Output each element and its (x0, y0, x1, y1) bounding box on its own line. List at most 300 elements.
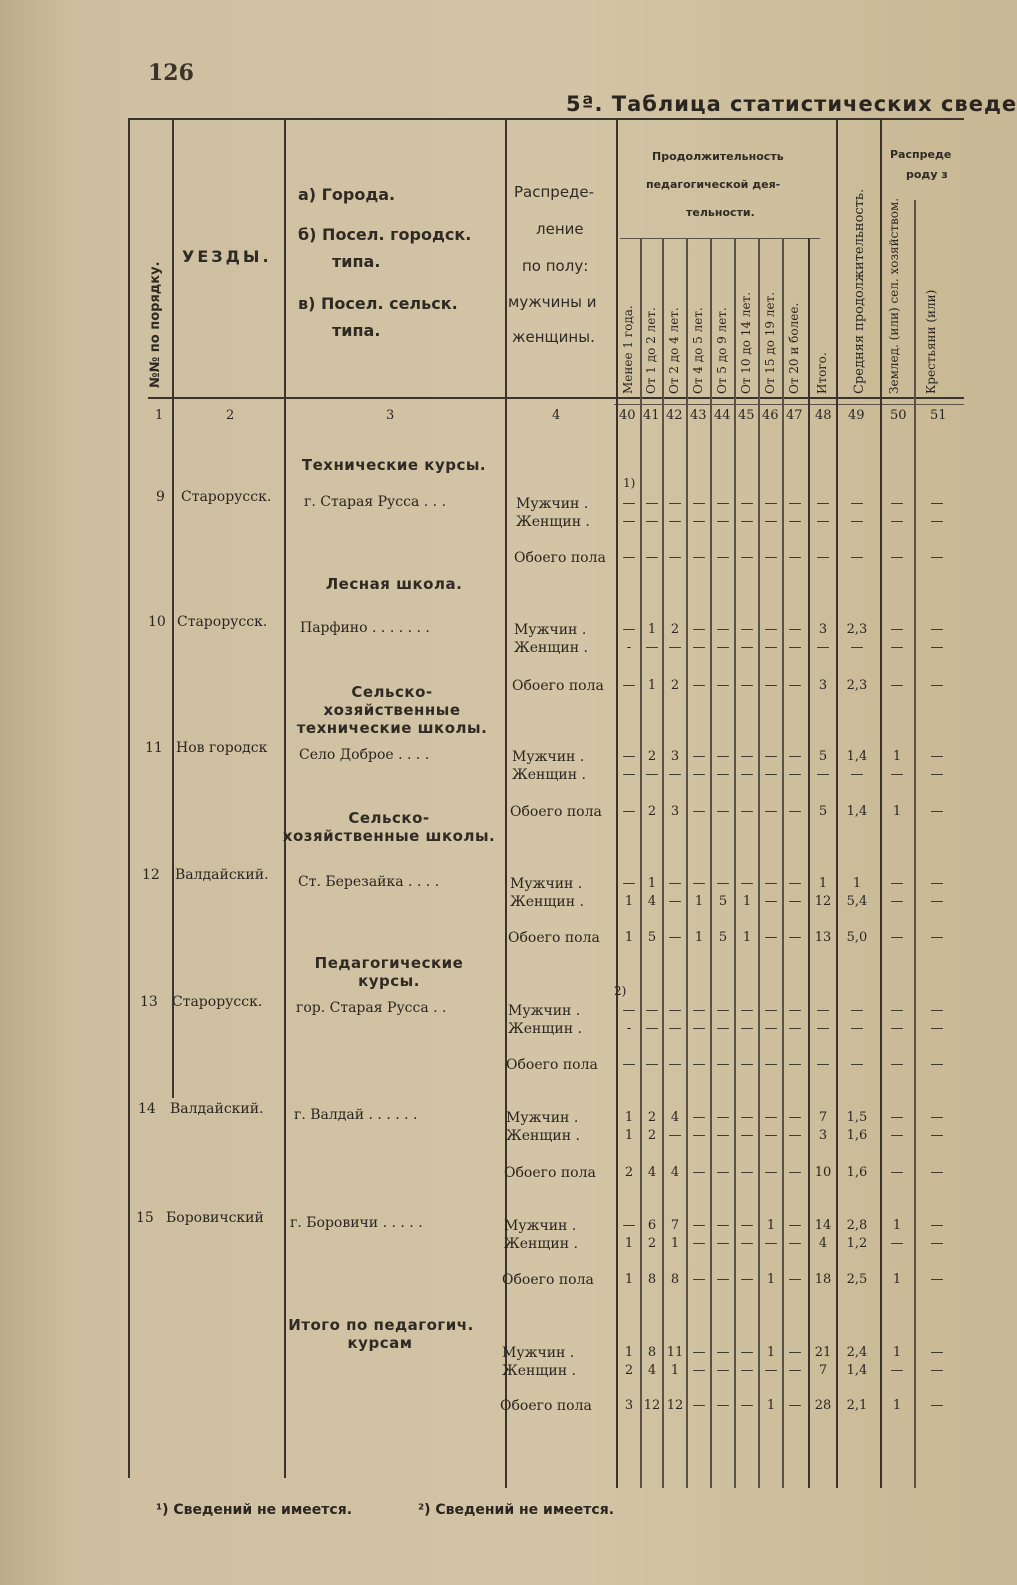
cell-lt1: 1 (624, 1345, 634, 1360)
header-dur-41: От 1 до 2 лет. (644, 307, 658, 394)
header-col4-4: мужчины и (508, 293, 597, 311)
colnum-45: 45 (738, 408, 755, 423)
header-col4-1: Распреде- (514, 183, 595, 201)
cell-15to19: — (764, 930, 778, 945)
cell-15to19: — (764, 1165, 778, 1180)
cell-10to14: 1 (742, 894, 752, 909)
cell-20plus: — (788, 1165, 802, 1180)
cell-4to5: 1 (694, 894, 704, 909)
data-row (0, 1057, 964, 1075)
data-row (0, 1272, 964, 1290)
cell-20plus: — (788, 804, 802, 819)
cell-10to14: — (740, 1165, 754, 1180)
colnum-42: 42 (666, 408, 683, 423)
header-col1: №№ по порядку. (148, 261, 163, 388)
cell-peasant: — (930, 1110, 944, 1125)
cell-15to19: — (764, 1363, 778, 1378)
cell-5to9: — (716, 678, 730, 693)
footnote-1: ¹) Сведений не имеется. (156, 1502, 353, 1518)
header-distr-2: роду з (906, 168, 948, 181)
sex-female: Женщин . (508, 1021, 582, 1037)
cell-4to5: — (692, 496, 706, 511)
colnum-44: 44 (714, 408, 731, 423)
cell-agri: 1 (892, 1218, 902, 1233)
cell-avg: 1,4 (846, 749, 868, 764)
cell-1to2: — (645, 550, 659, 565)
cell-avg: — (850, 640, 864, 655)
colnum-4: 4 (552, 408, 561, 423)
cell-10to14: — (740, 1236, 754, 1251)
header-col3-b2: типа. (332, 252, 381, 271)
cell-4to5: — (692, 514, 706, 529)
cell-10to14: — (740, 1363, 754, 1378)
data-row (0, 1236, 964, 1254)
cell-lt1: — (622, 1003, 636, 1018)
data-row (0, 749, 964, 767)
cell-4to5: — (692, 1057, 706, 1072)
total-label-2: курсам (347, 1334, 413, 1352)
cell-2to4: 7 (670, 1218, 680, 1233)
category-ped-courses: Педагогические курсы. (314, 954, 464, 990)
cell-20plus: — (788, 622, 802, 637)
colnum-2: 2 (226, 408, 235, 423)
cell-20plus: — (788, 1345, 802, 1360)
header-distr-1: Распреде (890, 148, 952, 161)
entry-number: 12 (142, 867, 160, 883)
cell-5to9: — (716, 550, 730, 565)
cell-15to19: — (764, 496, 778, 511)
cell-5to9: — (716, 749, 730, 764)
cell-avg: 2,8 (846, 1218, 868, 1233)
cell-4to5: — (692, 1021, 706, 1036)
cell-total: 7 (818, 1110, 828, 1125)
cell-1to2: — (645, 1057, 659, 1072)
cell-agri: 1 (892, 1345, 902, 1360)
entry-uezd: Боровичский (166, 1210, 264, 1226)
data-row (0, 1165, 964, 1183)
cell-lt1: — (622, 804, 636, 819)
cell-20plus: — (788, 496, 802, 511)
cell-20plus: — (788, 678, 802, 693)
cell-total: 5 (818, 749, 828, 764)
header-dur-46: От 15 до 19 лет. (763, 291, 777, 394)
col-divider-50 (914, 200, 916, 1488)
cell-lt1: - (626, 640, 632, 655)
cell-2to4: — (668, 930, 682, 945)
cell-15to19: — (764, 640, 778, 655)
cell-lt1: 2 (624, 1363, 634, 1378)
cell-agri: — (890, 550, 904, 565)
cell-agri: — (890, 1021, 904, 1036)
entry-uezd: Валдайский. (170, 1101, 264, 1117)
cell-total: 21 (814, 1345, 832, 1360)
cell-agri: — (890, 1110, 904, 1125)
cell-agri: 1 (892, 749, 902, 764)
data-row (0, 1128, 964, 1146)
cell-lt1: 3 (624, 1398, 634, 1413)
cell-2to4: 4 (670, 1110, 680, 1125)
header-duration-3: тельности. (686, 206, 755, 219)
cell-4to5: 1 (694, 930, 704, 945)
cell-2to4: — (668, 767, 682, 782)
header-dur-44: От 5 до 9 лет. (715, 307, 729, 394)
cell-10to14: — (740, 496, 754, 511)
data-row (0, 767, 964, 785)
cell-20plus: — (788, 1021, 802, 1036)
cell-avg: 2,3 (846, 678, 868, 693)
cell-5to9: — (716, 1218, 730, 1233)
cell-peasant: — (930, 550, 944, 565)
cell-lt1: — (622, 496, 636, 511)
cell-avg: 5,4 (846, 894, 868, 909)
cell-5to9: — (716, 622, 730, 637)
cell-20plus: — (788, 1003, 802, 1018)
header-duration-2: педагогической дея- (646, 178, 781, 191)
cell-peasant: — (930, 749, 944, 764)
header-col2: УЕЗДЫ. (182, 247, 272, 266)
cell-15to19: 1 (766, 1345, 776, 1360)
header-col3-b1: б) Посел. городск. (298, 225, 472, 244)
table-title: 5ª. Таблица статистических сведе (566, 92, 1017, 116)
cell-total: — (816, 514, 830, 529)
cell-4to5: — (692, 749, 706, 764)
cell-peasant: — (930, 514, 944, 529)
cell-1to2: 4 (647, 1363, 657, 1378)
cell-lt1: 1 (624, 1272, 634, 1287)
cell-avg: 1 (852, 876, 862, 891)
cell-1to2: 2 (647, 1110, 657, 1125)
cell-20plus: — (788, 1128, 802, 1143)
colnum-47: 47 (786, 408, 803, 423)
data-row (0, 930, 964, 948)
cell-peasant: — (930, 1128, 944, 1143)
cell-2to4: — (668, 496, 682, 511)
cell-peasant: — (930, 1003, 944, 1018)
cell-2to4: — (668, 876, 682, 891)
col-divider-41 (662, 238, 664, 1488)
cell-agri: — (890, 1057, 904, 1072)
entry-place: Село Доброе . . . . (299, 747, 430, 763)
cell-agri: — (890, 767, 904, 782)
cell-2to4: 1 (670, 1363, 680, 1378)
cell-1to2: 2 (647, 804, 657, 819)
colnum-41: 41 (643, 408, 660, 423)
cell-5to9: — (716, 514, 730, 529)
footnote-2: ²) Сведений не имеется. (418, 1502, 615, 1518)
cell-4to5: — (692, 1165, 706, 1180)
data-row (0, 1363, 964, 1381)
cell-1to2: — (645, 496, 659, 511)
sex-both: Обоего пола (502, 1272, 594, 1288)
note-mark-2: 2) (614, 984, 627, 998)
cell-avg: 2,1 (846, 1398, 868, 1413)
cell-1to2: 1 (647, 876, 657, 891)
cell-20plus: — (788, 1398, 802, 1413)
cell-10to14: — (740, 1110, 754, 1125)
data-row (0, 678, 964, 696)
total-label-1: Итого по педагогич. (288, 1316, 474, 1334)
data-row (0, 550, 964, 568)
cell-15to19: — (764, 804, 778, 819)
cell-2to4: 1 (670, 1236, 680, 1251)
cell-avg: 2,3 (846, 622, 868, 637)
entry-uezd: Нов городск (176, 740, 268, 756)
cell-lt1: 1 (624, 1110, 634, 1125)
data-row (0, 1110, 964, 1128)
sex-male: Мужчин . (506, 1110, 579, 1126)
data-row (0, 876, 964, 894)
category-agri-tech: Сельско-хозяйственные технические школы. (296, 683, 488, 737)
cell-15to19: — (764, 622, 778, 637)
cell-1to2: — (645, 514, 659, 529)
cell-total: 28 (814, 1398, 832, 1413)
header-col50: Землед. (или) сел. хозяйством. (887, 197, 901, 394)
cell-1to2: 2 (647, 1128, 657, 1143)
data-row (0, 496, 964, 514)
col-divider-47 (808, 238, 810, 1488)
entry-uezd: Старорусск. (172, 994, 263, 1010)
sex-both: Обоего пола (500, 1398, 592, 1414)
cell-agri: — (890, 678, 904, 693)
cell-15to19: — (764, 514, 778, 529)
cell-peasant: — (930, 1363, 944, 1378)
cell-15to19: — (764, 1110, 778, 1125)
cell-4to5: — (692, 1236, 706, 1251)
cell-total: — (816, 767, 830, 782)
cell-total: 4 (818, 1236, 828, 1251)
sex-male: Мужчин . (510, 876, 583, 892)
cell-peasant: — (930, 1057, 944, 1072)
cell-peasant: — (930, 1236, 944, 1251)
cell-10to14: — (740, 1128, 754, 1143)
cell-1to2: 1 (647, 622, 657, 637)
sex-both: Обоего пола (506, 1057, 598, 1073)
cell-10to14: — (740, 678, 754, 693)
entry-number: 11 (145, 740, 163, 756)
colnum-50: 50 (890, 408, 907, 423)
cell-total: 1 (818, 876, 828, 891)
header-col3-a: а) Города. (298, 185, 396, 204)
cell-total: — (816, 1021, 830, 1036)
sex-both: Обоего пола (514, 550, 606, 566)
cell-avg: 5,0 (846, 930, 868, 945)
cell-2to4: 11 (666, 1345, 684, 1360)
cell-15to19: — (764, 767, 778, 782)
cell-avg: 2,5 (846, 1272, 868, 1287)
cell-1to2: — (645, 1003, 659, 1018)
cell-4to5: — (692, 550, 706, 565)
cell-1to2: 4 (647, 1165, 657, 1180)
cell-5to9: — (716, 640, 730, 655)
cell-5to9: — (716, 1057, 730, 1072)
cell-15to19: 1 (766, 1272, 776, 1287)
cell-avg: — (850, 514, 864, 529)
entry-place: г. Старая Русса . . . (304, 494, 447, 510)
sex-female: Женщин . (510, 894, 584, 910)
sex-male: Мужчин . (508, 1003, 581, 1019)
col-divider-44 (734, 238, 736, 1488)
cell-20plus: — (788, 767, 802, 782)
header-dur-42: От 2 до 4 лет. (667, 307, 681, 394)
cell-peasant: — (930, 678, 944, 693)
data-row (0, 1003, 964, 1021)
cell-agri: 1 (892, 804, 902, 819)
cell-agri: — (890, 1003, 904, 1018)
cell-10to14: — (740, 1345, 754, 1360)
cell-10to14: — (740, 804, 754, 819)
cell-2to4: — (668, 1021, 682, 1036)
entry-number: 9 (156, 489, 165, 505)
cell-peasant: — (930, 767, 944, 782)
cell-agri: 1 (892, 1272, 902, 1287)
cell-agri: — (890, 1236, 904, 1251)
cell-1to2: 1 (647, 678, 657, 693)
cell-1to2: 4 (647, 894, 657, 909)
cell-15to19: — (764, 678, 778, 693)
data-row (0, 622, 964, 640)
data-row (0, 894, 964, 912)
colnum-48: 48 (815, 408, 832, 423)
cell-2to4: — (668, 640, 682, 655)
cell-2to4: 2 (670, 622, 680, 637)
data-row (0, 1398, 964, 1416)
cell-10to14: — (740, 1003, 754, 1018)
cell-5to9: 5 (718, 930, 728, 945)
colnum-46: 46 (762, 408, 779, 423)
cell-10to14: — (740, 622, 754, 637)
header-avg: Средняя продолжительность. (852, 188, 867, 394)
cell-15to19: — (764, 1057, 778, 1072)
cell-agri: — (890, 1363, 904, 1378)
cell-10to14: — (740, 550, 754, 565)
entry-place: г. Валдай . . . . . . (294, 1107, 418, 1123)
cell-lt1: — (622, 550, 636, 565)
cell-10to14: — (740, 1021, 754, 1036)
colnum-rule (614, 404, 964, 405)
header-col4-3: по полу: (522, 257, 589, 275)
cell-total: 3 (818, 678, 828, 693)
cell-1to2: 2 (647, 1236, 657, 1251)
sex-both: Обоего пола (512, 678, 604, 694)
entry-number: 10 (148, 614, 166, 630)
header-col3-c2: типа. (332, 321, 381, 340)
cell-2to4: 2 (670, 678, 680, 693)
cell-4to5: — (692, 767, 706, 782)
duration-subrule (620, 238, 820, 239)
sex-female: Женщин . (512, 767, 586, 783)
cell-20plus: — (788, 1236, 802, 1251)
cell-peasant: — (930, 1021, 944, 1036)
cell-5to9: — (716, 1398, 730, 1413)
cell-15to19: — (764, 550, 778, 565)
cell-15to19: — (764, 876, 778, 891)
cell-5to9: 5 (718, 894, 728, 909)
cell-agri: — (890, 930, 904, 945)
cell-2to4: — (668, 550, 682, 565)
col-divider-40 (640, 238, 642, 1488)
cell-agri: — (890, 622, 904, 637)
cell-20plus: — (788, 514, 802, 529)
cell-peasant: — (930, 930, 944, 945)
cell-15to19: — (764, 1236, 778, 1251)
cell-2to4: 3 (670, 804, 680, 819)
cell-4to5: — (692, 1110, 706, 1125)
entry-uezd: Старорусск. (177, 614, 268, 630)
data-row (0, 804, 964, 822)
entry-place: Ст. Березайка . . . . (298, 874, 440, 890)
cell-agri: — (890, 876, 904, 891)
cell-10to14: — (740, 1272, 754, 1287)
cell-10to14: — (740, 1057, 754, 1072)
data-row (0, 514, 964, 532)
cell-lt1: 1 (624, 894, 634, 909)
cell-lt1: - (626, 1021, 632, 1036)
entry-place: гор. Старая Русса . . (296, 1000, 447, 1016)
header-duration-1: Продолжительность (652, 150, 784, 163)
sex-female: Женщин . (504, 1236, 578, 1252)
cell-4to5: — (692, 1398, 706, 1413)
cell-2to4: 3 (670, 749, 680, 764)
colnum-51: 51 (930, 408, 947, 423)
cell-total: 10 (814, 1165, 832, 1180)
cell-peasant: — (930, 622, 944, 637)
cell-15to19: — (764, 749, 778, 764)
cell-20plus: — (788, 749, 802, 764)
cell-total: 18 (814, 1272, 832, 1287)
sex-male: Мужчин . (512, 749, 585, 765)
top-rule (128, 118, 964, 120)
cell-2to4: 4 (670, 1165, 680, 1180)
data-row (0, 640, 964, 658)
header-col4-2: ление (536, 220, 584, 238)
cell-4to5: — (692, 876, 706, 891)
sex-female: Женщин . (514, 640, 588, 656)
cell-4to5: — (692, 622, 706, 637)
cell-2to4: — (668, 894, 682, 909)
cell-5to9: — (716, 804, 730, 819)
cell-4to5: — (692, 804, 706, 819)
cell-5to9: — (716, 1110, 730, 1125)
cell-5to9: — (716, 1128, 730, 1143)
col-divider-1 (172, 118, 174, 1098)
col-divider-45 (758, 238, 760, 1488)
sex-female: Женщин . (506, 1128, 580, 1144)
colnum-3: 3 (386, 408, 395, 423)
cell-agri: — (890, 1128, 904, 1143)
cell-10to14: — (740, 1218, 754, 1233)
cell-15to19: — (764, 1021, 778, 1036)
cell-1to2: 5 (647, 930, 657, 945)
header-dur-40: Менее 1 года. (621, 305, 635, 394)
cell-5to9: — (716, 496, 730, 511)
cell-10to14: — (740, 767, 754, 782)
cell-5to9: — (716, 1165, 730, 1180)
cell-peasant: — (930, 1272, 944, 1287)
data-row (0, 1345, 964, 1363)
cell-lt1: — (622, 1218, 636, 1233)
sex-male: Мужчин . (502, 1345, 575, 1361)
cell-total: — (816, 1003, 830, 1018)
sex-both: Обоего пола (510, 804, 602, 820)
cell-4to5: — (692, 1363, 706, 1378)
header-dur-47: От 20 и более. (787, 302, 801, 394)
cell-20plus: — (788, 894, 802, 909)
cell-agri: — (890, 640, 904, 655)
cell-peasant: — (930, 1165, 944, 1180)
cell-2to4: — (668, 1128, 682, 1143)
cell-agri: — (890, 496, 904, 511)
page-number: 126 (148, 60, 194, 86)
